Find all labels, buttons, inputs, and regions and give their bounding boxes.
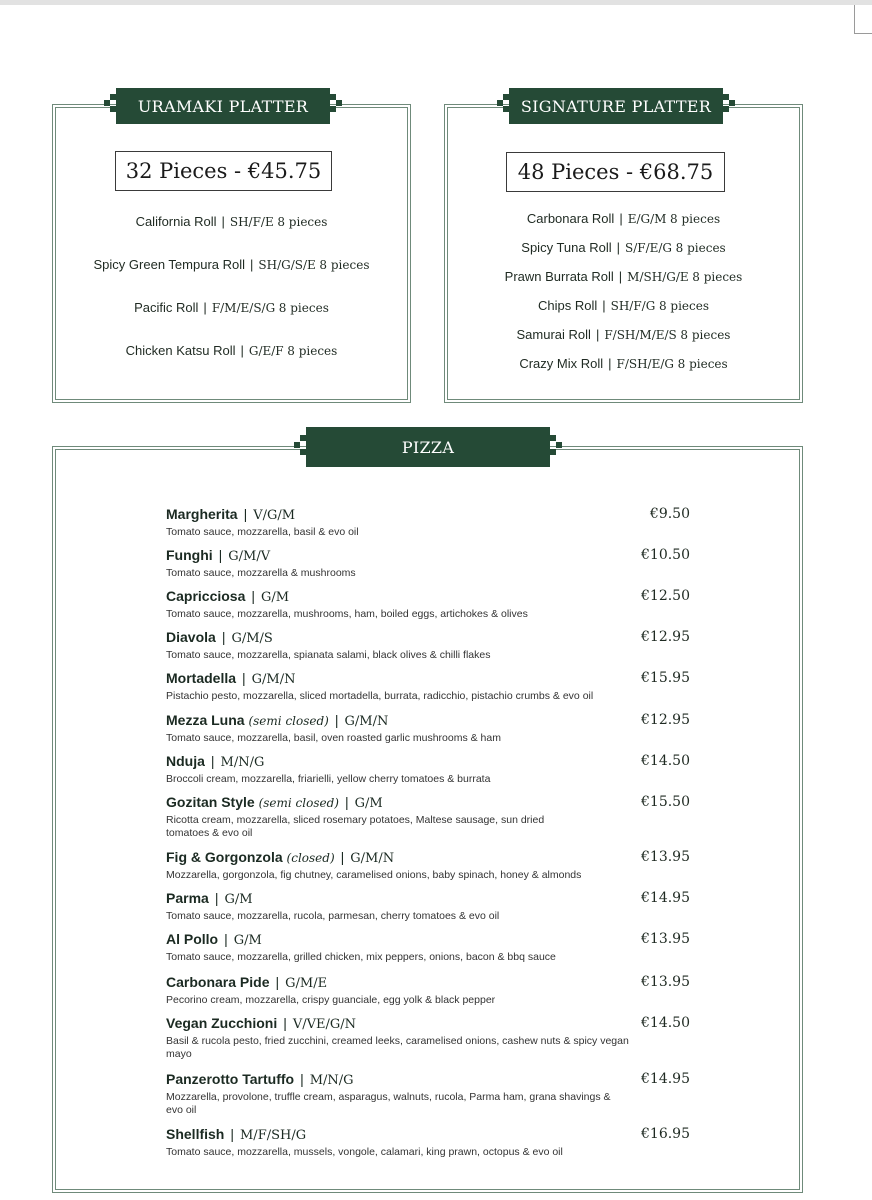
allergen-codes: F/SH/M/E/S (604, 328, 677, 342)
list-item (444, 356, 803, 371)
roll-name: Crazy Mix Roll (519, 356, 604, 371)
pizza-title: PIZZA (401, 437, 455, 457)
pizza-description: Pecorino cream, mozzarella, crispy guanciale, egg yolk & black pepper (166, 994, 496, 1006)
list-item (52, 300, 411, 315)
roll-separator: | (619, 211, 623, 226)
pizza-price: €9.50 (649, 506, 690, 522)
allergen-codes: M/N/G (309, 1073, 354, 1088)
pizza-separator: | (334, 712, 339, 728)
pizza-name: Nduja (166, 753, 205, 769)
allergen-codes: G/M (233, 933, 262, 948)
allergen-codes: SH/G/S/E (258, 258, 316, 272)
pizza-name: Mezza Luna (166, 712, 245, 728)
pizza-price: €15.95 (641, 670, 690, 686)
allergen-codes: G/M (354, 796, 383, 811)
pizza-separator: | (251, 588, 256, 604)
pizza-price: €13.95 (641, 849, 690, 865)
list-item (166, 849, 690, 882)
pizza-price: €10.50 (641, 547, 690, 563)
list-item (444, 298, 803, 313)
pizza-separator: | (221, 629, 226, 645)
allergen-codes: M/N/G (220, 755, 265, 770)
pizza-separator: | (300, 1071, 304, 1087)
roll-count: 8 pieces (675, 241, 726, 255)
allergen-codes: G/M/N (344, 714, 389, 729)
allergen-codes: G/M/V (228, 549, 271, 564)
list-item (52, 214, 411, 229)
list-item (166, 588, 690, 621)
list-item (166, 1015, 690, 1061)
pizza-description: Ricotta cream, mozzarella, sliced rosemary potatoes, Maltese sausage, sun dried tomatoes & evo oil (166, 814, 545, 839)
pizza-description: Tomato sauce, mozzarella, basil, oven roasted garlic mushrooms & ham (166, 732, 501, 744)
roll-name: Chips Roll (537, 298, 598, 313)
roll-name: Pacific Roll (134, 300, 199, 315)
pizza-name: Carbonara Pide (166, 974, 270, 990)
signature-platter-title: SIGNATURE PLATTER (520, 96, 712, 116)
roll-count: 8 pieces (277, 215, 328, 229)
pizza-price: €14.50 (641, 1015, 690, 1031)
roll-separator: | (618, 269, 623, 284)
allergen-codes: G/E/F (248, 344, 284, 358)
pizza-name: Fig & Gorgonzola (166, 849, 283, 865)
list-item (444, 327, 803, 342)
uramaki-price: 32 Pieces - €45.75 (125, 159, 322, 183)
list-item (166, 629, 690, 662)
allergen-codes: G/M/N (251, 672, 296, 687)
allergen-codes: M/F/SH/G (240, 1128, 307, 1143)
pizza-name: Al Pollo (166, 931, 219, 947)
pizza-note: (closed) (286, 851, 335, 865)
allergen-codes: G/M (224, 892, 253, 907)
allergen-codes: E/G/M (627, 212, 667, 226)
list-item (166, 753, 690, 786)
pizza-price: €12.95 (641, 712, 690, 728)
pizza-description: Tomato sauce, mozzarella, mussels, vongole, calamari, king prawn, octopus & evo oil (166, 1146, 563, 1158)
signature-platter-banner (509, 88, 723, 124)
pizza-description: Tomato sauce, mozzarella, basil & evo oil (166, 526, 359, 538)
pizza-separator: | (218, 547, 223, 563)
list-item (166, 974, 690, 1007)
page-corner-marker (854, 5, 872, 34)
top-bar (0, 0, 872, 5)
list-item (166, 712, 690, 745)
pizza-name: Mortadella (166, 670, 237, 686)
list-item (166, 506, 690, 539)
list-item (166, 1071, 690, 1117)
signature-roll-list (444, 211, 803, 381)
allergen-codes: G/M/E (285, 976, 328, 991)
pizza-note: (semi closed) (258, 796, 339, 810)
roll-separator: | (203, 300, 207, 315)
pizza-description: Tomato sauce, mozzarella, rucola, parmesan, cherry tomatoes & evo oil (166, 910, 500, 922)
pizza-name: Diavola (166, 629, 216, 645)
roll-name: California Roll (135, 214, 217, 229)
pizza-price: €16.95 (641, 1126, 690, 1142)
pizza-description: Pistachio pesto, mozzarella, sliced mortadella, burrata, radicchio, pistachio crumbs & evo oil (166, 690, 594, 702)
pizza-name: Funghi (166, 547, 213, 563)
pizza-description: Tomato sauce, mozzarella, grilled chicken, mix peppers, onions, bacon & bbq sauce (166, 951, 556, 963)
list-item (166, 670, 690, 703)
pizza-name: Vegan Zucchioni (166, 1015, 278, 1031)
roll-count: 8 pieces (658, 299, 709, 313)
roll-count: 8 pieces (278, 301, 329, 315)
allergen-codes: S/F/E/G (625, 241, 673, 255)
pizza-price: €14.50 (641, 753, 690, 769)
pizza-separator: | (210, 753, 215, 769)
pizza-price: €14.95 (641, 890, 690, 906)
list-item (444, 240, 803, 255)
pizza-price: €12.50 (641, 588, 690, 604)
roll-name: Samurai Roll (516, 327, 591, 342)
roll-name: Chicken Katsu Roll (125, 343, 236, 358)
pizza-price: €12.95 (641, 629, 690, 645)
pizza-description: Broccoli cream, mozzarella, friarielli, yellow cherry tomatoes & burrata (166, 773, 491, 785)
allergen-codes: G/M/S (231, 631, 273, 646)
allergen-codes: SH/F/E (229, 215, 274, 229)
roll-count: 8 pieces (677, 357, 728, 371)
roll-count: 8 pieces (680, 328, 731, 342)
roll-name: Spicy Tuna Roll (521, 240, 612, 255)
pizza-price: €15.50 (641, 794, 690, 810)
roll-count: 8 pieces (287, 344, 338, 358)
pizza-separator: | (283, 1015, 287, 1031)
allergen-codes: G/M (261, 590, 290, 605)
allergen-codes: F/M/E/S/G (211, 301, 276, 315)
list-item (52, 257, 411, 272)
roll-name: Carbonara Roll (526, 211, 615, 226)
roll-separator: | (221, 214, 225, 229)
pizza-name: Gozitan Style (166, 794, 255, 810)
list-item (52, 343, 411, 358)
signature-price: 48 Pieces - €68.75 (517, 160, 714, 184)
roll-separator: | (616, 240, 620, 255)
list-item (166, 794, 690, 840)
roll-separator: | (595, 327, 600, 342)
pizza-name: Parma (166, 890, 209, 906)
roll-count: 8 pieces (319, 258, 370, 272)
roll-separator: | (602, 298, 606, 313)
pizza-separator: | (340, 849, 345, 865)
pizza-description: Tomato sauce, mozzarella & mushrooms (166, 567, 356, 579)
pizza-note: (semi closed) (248, 714, 329, 728)
pizza-separator: | (275, 974, 280, 990)
pizza-separator: | (224, 931, 228, 947)
allergen-codes: V/VE/G/N (292, 1017, 357, 1032)
uramaki-platter-banner (116, 88, 330, 124)
pizza-description: Mozzarella, gorgonzola, fig chutney, caramelised onions, baby spinach, honey & almonds (166, 869, 582, 881)
list-item (166, 931, 690, 964)
roll-name: Spicy Green Tempura Roll (93, 257, 246, 272)
allergen-codes: M/SH/G/E (627, 270, 689, 284)
list-item (166, 547, 690, 580)
allergen-codes: V/G/M (253, 508, 296, 523)
pizza-separator: | (214, 890, 219, 906)
roll-separator: | (608, 356, 612, 371)
pizza-name: Capricciosa (166, 588, 246, 604)
list-item (444, 211, 803, 226)
signature-price-box (506, 152, 725, 192)
roll-count: 8 pieces (692, 270, 743, 284)
pizza-separator: | (243, 506, 248, 522)
roll-count: 8 pieces (670, 212, 721, 226)
allergen-codes: SH/F/G (610, 299, 656, 313)
allergen-codes: F/SH/E/G (616, 357, 674, 371)
pizza-price: €14.95 (641, 1071, 690, 1087)
uramaki-platter-title: URAMAKI PLATTER (137, 96, 309, 116)
pizza-description: Basil & rucola pesto, fried zucchini, creamed leeks, caramelised onions, cashew nuts & spicy vegan mayo (166, 1035, 629, 1060)
pizza-price: €13.95 (641, 931, 690, 947)
list-item (444, 269, 803, 284)
pizza-description: Tomato sauce, mozzarella, mushrooms, ham, boiled eggs, artichokes & olives (166, 608, 528, 620)
pizza-price: €13.95 (641, 974, 690, 990)
roll-name: Prawn Burrata Roll (504, 269, 614, 284)
pizza-separator: | (230, 1126, 234, 1142)
pizza-name: Panzerotto Tartuffo (166, 1071, 295, 1087)
roll-separator: | (240, 343, 244, 358)
pizza-name: Shellfish (166, 1126, 225, 1142)
uramaki-price-box (115, 151, 332, 191)
pizza-name: Margherita (166, 506, 238, 522)
uramaki-roll-list (52, 214, 411, 374)
pizza-separator: | (344, 794, 349, 810)
allergen-codes: G/M/N (350, 851, 395, 866)
roll-separator: | (250, 257, 254, 272)
pizza-separator: | (242, 670, 246, 686)
pizza-description: Tomato sauce, mozzarella, spianata salami, black olives & chilli flakes (166, 649, 491, 661)
pizza-description: Mozzarella, provolone, truffle cream, asparagus, walnuts, rucola, Parma ham, grana shavings & evo oil (166, 1091, 611, 1116)
list-item (166, 1126, 690, 1159)
list-item (166, 890, 690, 923)
pizza-banner (306, 427, 550, 467)
